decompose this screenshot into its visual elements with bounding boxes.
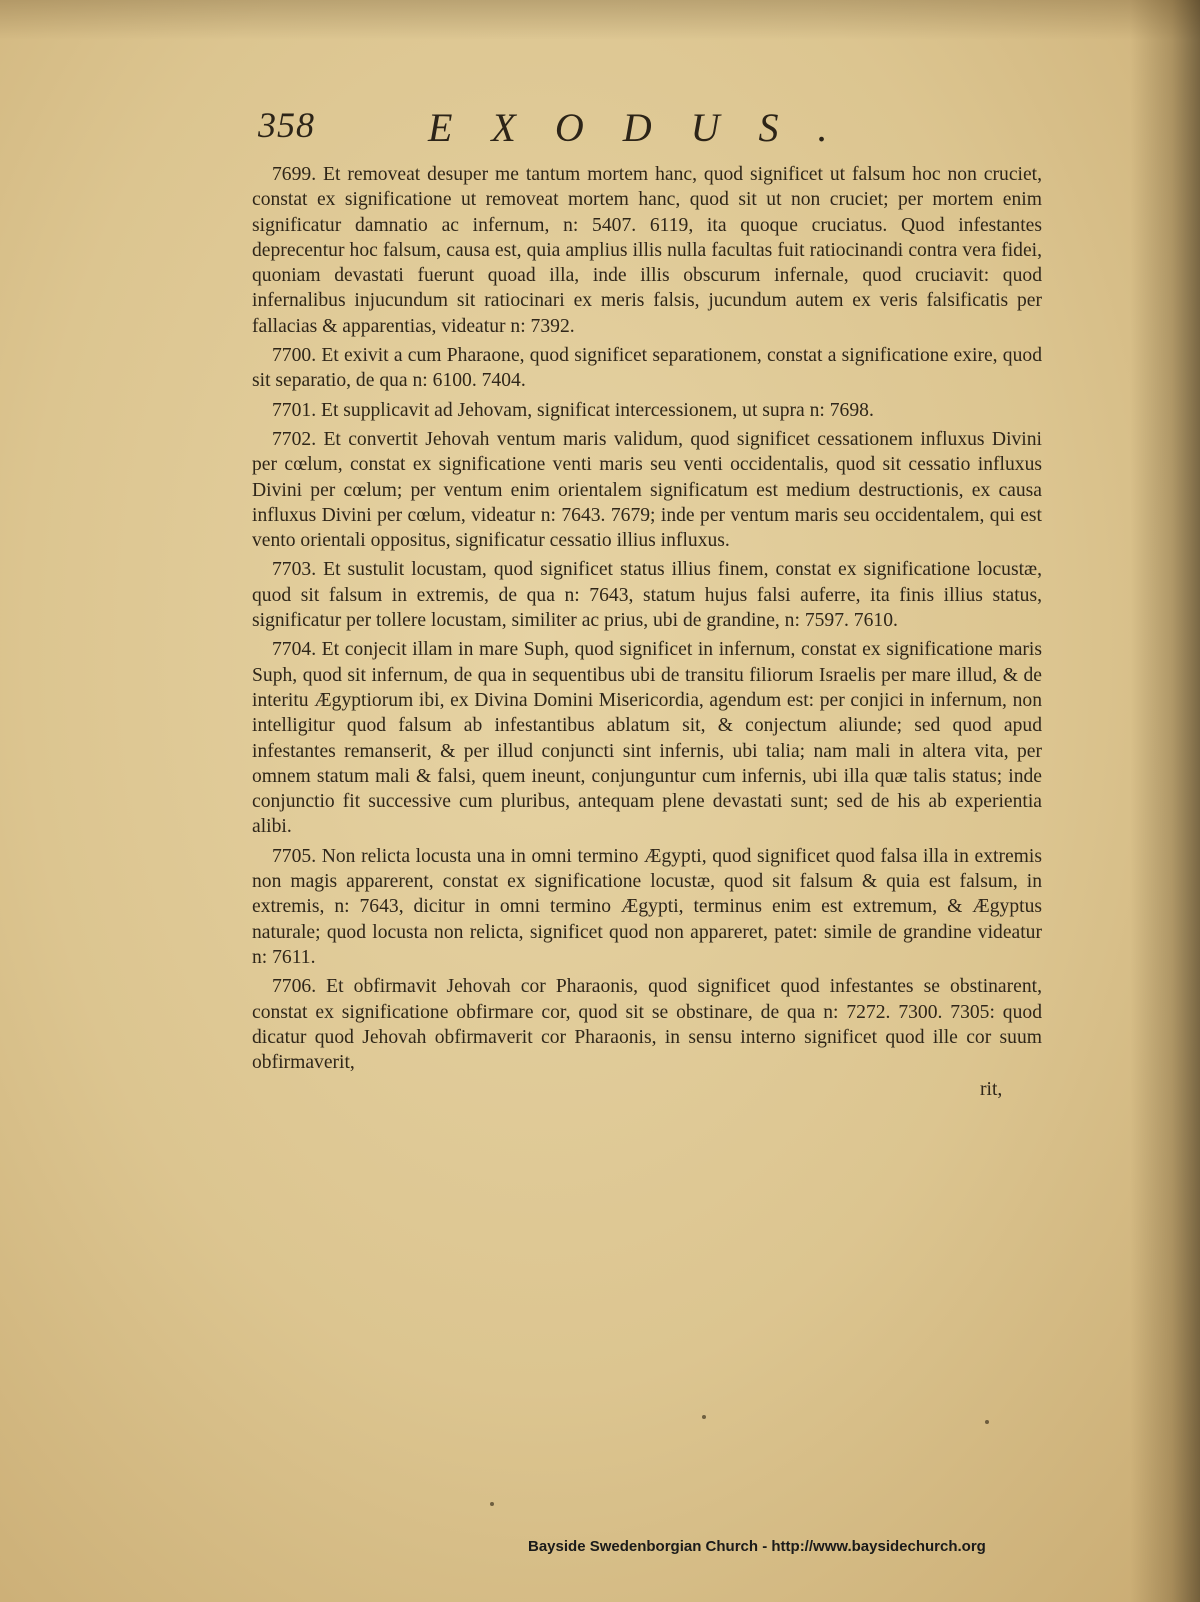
footer-credit: Bayside Swedenborgian Church - http://www.baysidechurch.org [528,1538,986,1555]
paragraph-7706: 7706. Et obfirmavit Jehovah cor Pharaonis, quod significet quod infestantes se obstinarent, constat ex significatione obfirmare cor, quod sit se obstinare, de qua n: 7272. 7300. 7305: quod dicatur quod Jehovah obfirmaverit cor Pharaonis, in sensu interno significet quod ille cor suum obfirmaverit, [252,976,1042,1074]
paragraph-7704: 7704. Et conjecit illam in mare Suph, quod significet in infernum, constat ex significatione maris Suph, quod sit infernum, de qua in sequentibus ubi de transitu filiorum Israelis per mare illud, & de interitu Ægyptiorum ibi, ex Divina Domini Misericordia, agendum est: per conjici in infernum, non intelligitur quod falsum ab infestantibus ablatum sit, & conjectum aliunde; sed quod apud infestantes remanserit, & per illud conjuncti sint infernis, ubi talia; nam mali in altera vita, per omnem statum mali & falsi, quem ineunt, conjunguntur cum infernis, ubi illa quæ talis status; inde conjunctio fit successive cum pluribus, antequam plene devastati sunt; sed de his ab experientia alibi. [252,639,1042,838]
paragraph-7699: 7699. Et removeat desuper me tantum mortem hanc, quod significet ut falsum hoc non cruciet, constat ex significatione ut removeat mortem hanc, quod sit ut non cruciet; per mortem enim significatur damnatio ac infernum, n: 5407. 6119, ita quoque cruciatus. Quod infestantes deprecentur hoc falsum, causa est, quia amplius illis nulla facultas fuit ratiocinandi contra vera fidei, quoniam devastati fuerunt quoad illa, inde illis obscurum infernale, quod cruciavit: quod infernalibus injucundum sit ratiocinari ex meris falsis, jucundum autem ex veris falsificatis per fallacias & apparentias, videatur n: 7392. [252,164,1042,337]
paragraph-7703: 7703. Et sustulit locustam, quod significet status illius finem, constat ex significatione locustæ, quod sit falsum in extremis, de qua n: 7643, statum hujus falsi auferre, ita finis illius status, significatur per tollere locustam, similiter ac prius, ubi de grandine, n: 7597. 7610. [252,559,1042,632]
body-text [252,162,1042,1075]
paragraph-7700: 7700. Et exivit a cum Pharaone, quod significet separationem, constat a significatione exire, quod sit separatio, de qua n: 6100. 7404. [252,345,1042,392]
catchword: rit, [980,1079,1003,1100]
paper-speck [490,1502,494,1506]
binding-gutter-shadow [1130,0,1200,1602]
paper-speck [985,1420,989,1424]
page-number: 358 [258,105,315,145]
running-head [258,104,1038,154]
paper-speck [702,1415,706,1419]
paragraph-7702: 7702. Et convertit Jehovah ventum maris validum, quod significet cessationem influxus Divini per cœlum, constat ex significatione venti maris seu venti occidentalis, quod sit cessatio influxus Divini per cœlum; per ventum enim orientalem significatum est medium destructionis, ex causa influxus Divini per cœlum, videatur n: 7643. 7679; inde per ventum maris seu occidentalem, qui est vento orientali oppositus, significatur cessatio illius influxus. [252,428,1042,552]
paragraph-7705: 7705. Non relicta locusta una in omni termino Ægypti, quod significet quod falsa illa in extremis non magis apparerent, constat ex significatione locustæ, quod sit falsum & quia est falsum, in extremis, n: 7643, dicitur in omni termino Ægypti, terminus enim est extremum, & Ægyptus naturale; quod locusta non relicta, significet quod non appareret, patet: simile de grandine videatur n: 7611. [252,845,1042,968]
paragraph-7701: 7701. Et supplicavit ad Jehovam, significat intercessionem, ut supra n: 7698. [272,399,874,421]
page-top-shadow [0,0,1200,40]
book-title: EXODUS. [428,105,867,150]
